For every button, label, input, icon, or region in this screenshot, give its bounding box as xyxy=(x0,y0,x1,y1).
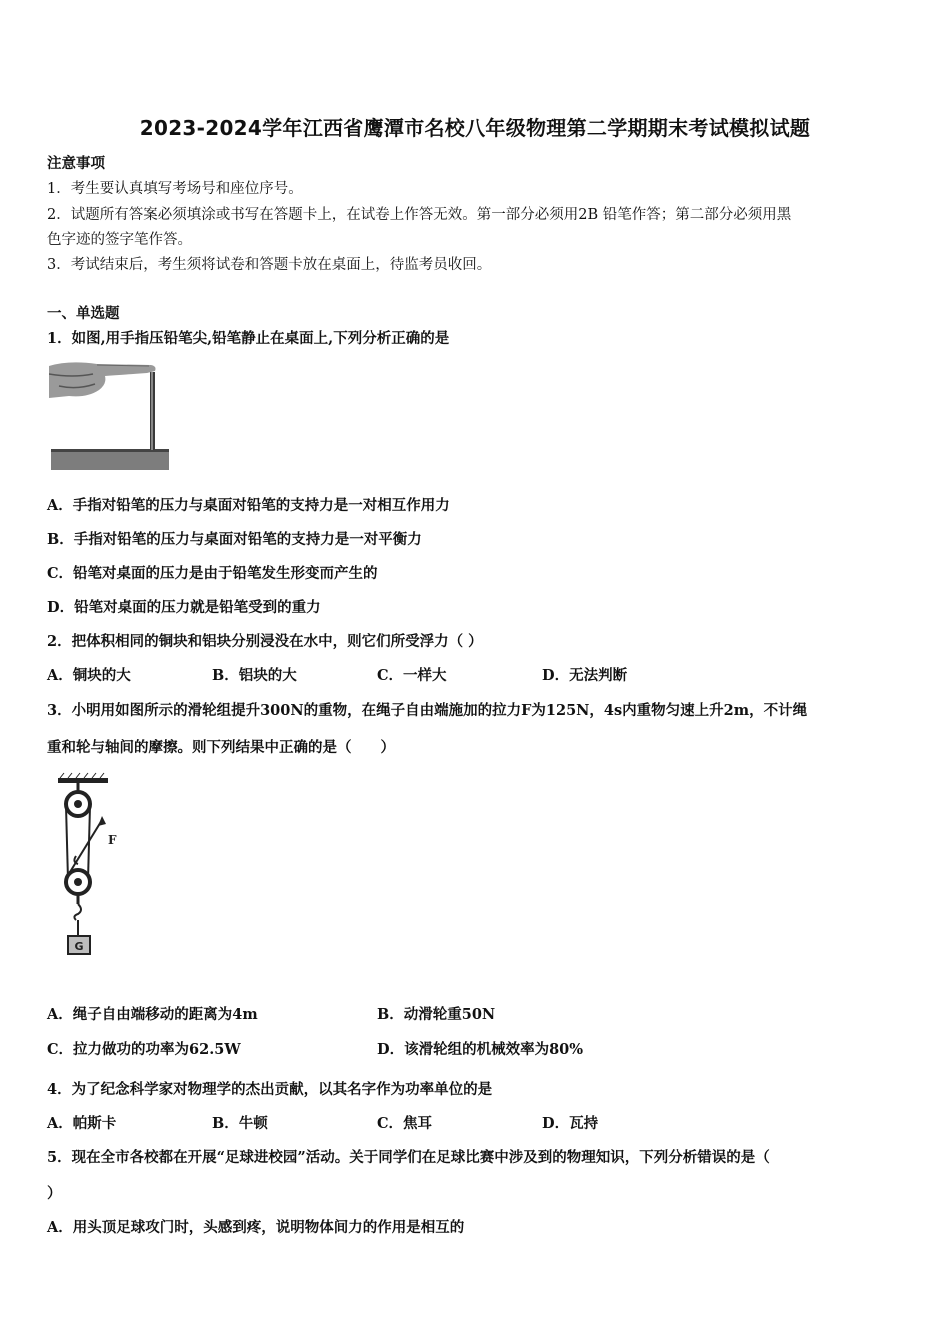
q2-option-c: C．一样大 xyxy=(377,667,447,684)
q3-option-b: B．动滑轮重50N xyxy=(377,1006,496,1023)
q2-option-a: A．铜块的大 xyxy=(47,667,131,684)
q1-figure-hand-pencil xyxy=(49,360,173,472)
q4-option-d: D．瓦持 xyxy=(542,1115,599,1132)
notice-item-2: 2．试题所有答案必须填涂或书写在答题卡上，在试卷上作答无效。第一部分必须用2B 铅笔作答；第二部分必须用黑 xyxy=(47,207,792,223)
q1-option-b: B．手指对铅笔的压力与桌面对铅笔的支持力是一对平衡力 xyxy=(47,531,422,548)
section-heading: 一、单选题 xyxy=(47,305,120,322)
q3-figure-weight-label: G xyxy=(74,940,84,953)
q2-stem: 2．把体积相同的铜块和铝块分别浸没在水中，则它们所受浮力（ ） xyxy=(47,633,483,650)
q1-option-d: D．铅笔对桌面的压力就是铅笔受到的重力 xyxy=(47,599,321,616)
q3-stem-line1: 3．小明用如图所示的滑轮组提升300N的重物，在绳子自由端施加的拉力F为125N，4s内重物匀速上升2m，不计绳 xyxy=(47,702,808,719)
q4-option-c: C．焦耳 xyxy=(377,1115,433,1132)
q5-stem-line1: 5．现在全市各校都在开展“足球进校园”活动。关于同学们在足球比赛中涉及到的物理知识，下列分析错误的是（ xyxy=(47,1149,770,1166)
q1-option-c: C．铅笔对桌面的压力是由于铅笔发生形变而产生的 xyxy=(47,565,378,582)
q4-option-a: A．帕斯卡 xyxy=(47,1115,117,1132)
q4-option-b: B．牛顿 xyxy=(212,1115,268,1132)
q1-option-a: A．手指对铅笔的压力与桌面对铅笔的支持力是一对相互作用力 xyxy=(47,497,450,514)
notice-item-2-cont: 色字迹的签字笔作答。 xyxy=(47,232,192,248)
notice-item-3: 3．考试结束后，考生须将试卷和答题卡放在桌面上，待监考员收回。 xyxy=(47,257,492,273)
q3-stem-line2: 重和轮与轴间的摩擦。则下列结果中正确的是（ ） xyxy=(47,739,395,756)
q3-figure-force-label: F xyxy=(108,833,117,847)
q3-figure-pulley-system xyxy=(54,772,134,962)
notice-heading: 注意事项 xyxy=(47,155,105,172)
q3-option-d: D．该滑轮组的机械效率为80% xyxy=(377,1041,584,1058)
notice-item-1: 1．考生要认真填写考场号和座位序号。 xyxy=(47,181,303,197)
q2-option-d: D．无法判断 xyxy=(542,667,628,684)
q5-option-a: A．用头顶足球攻门时，头感到疼，说明物体间力的作用是相互的 xyxy=(47,1219,465,1236)
q2-option-b: B．铝块的大 xyxy=(212,667,297,684)
q4-stem: 4．为了纪念科学家对物理学的杰出贡献，以其名字作为功率单位的是 xyxy=(47,1081,493,1098)
exam-title: 2023-2024学年江西省鹰潭市名校八年级物理第二学期期末考试模拟试题 xyxy=(139,116,811,140)
q1-stem: 1．如图,用手指压铅笔尖,铅笔静止在桌面上,下列分析正确的是 xyxy=(47,330,450,347)
q3-option-c: C．拉力做功的功率为62.5W xyxy=(47,1041,241,1058)
q5-stem-line2: ） xyxy=(47,1185,62,1202)
q3-option-a: A．绳子自由端移动的距离为4m xyxy=(47,1006,258,1023)
